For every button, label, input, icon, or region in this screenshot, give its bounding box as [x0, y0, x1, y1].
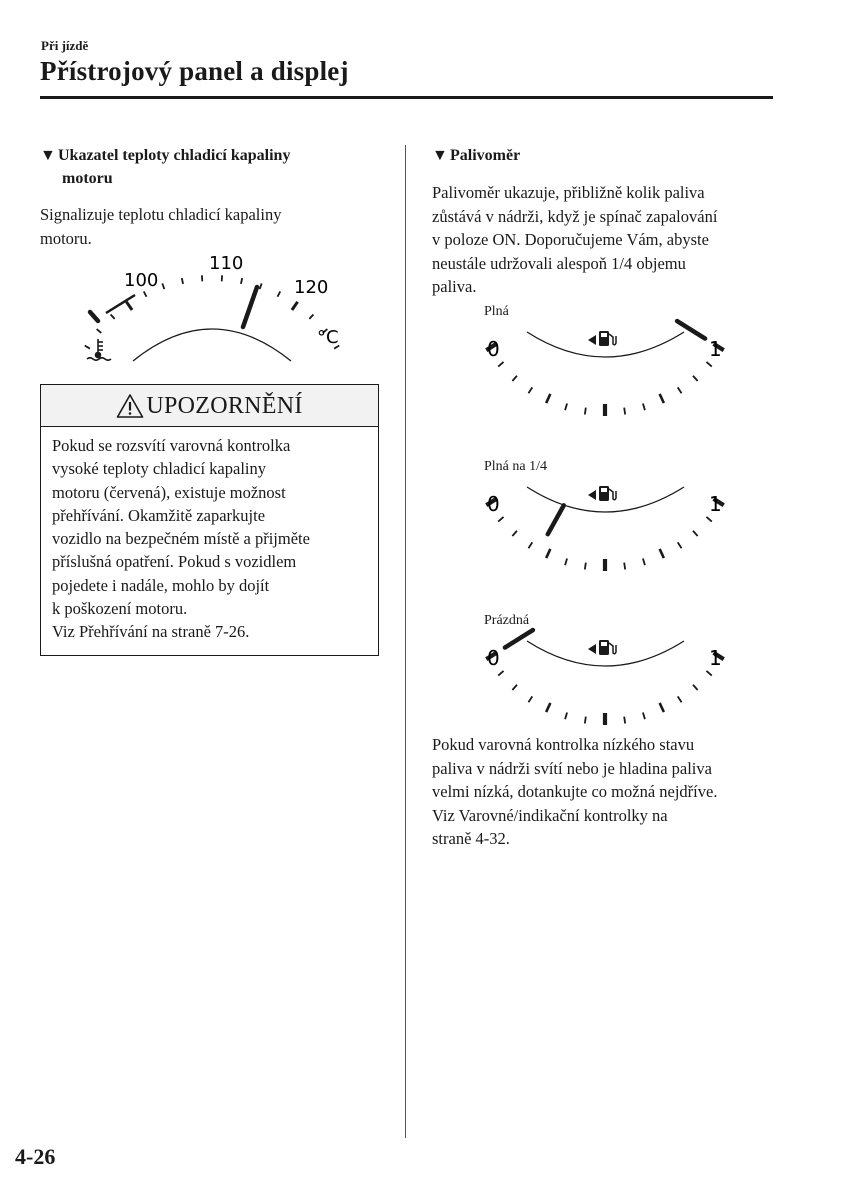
warning-line: přehřívání. Okamžitě zaparkujte [52, 505, 266, 525]
title-rule [40, 96, 773, 99]
fuel-heading [432, 144, 520, 167]
fuel-max-label: 1 [709, 492, 722, 516]
fuel-pump-icon [588, 331, 616, 346]
section-label: Při jízdě [41, 38, 89, 53]
coolant-heading-line1: Ukazatel teploty chladicí kapaliny [58, 147, 291, 164]
temp-label-110: 110 [209, 253, 244, 274]
fuel-needle [677, 321, 705, 338]
temperature-tick [278, 291, 281, 296]
fuel-intro-line: neustále udržovali alespoň 1/4 objemu [432, 253, 686, 273]
fuel-tick [678, 696, 682, 702]
fuel-gauge-caption-full: Plná [484, 304, 509, 319]
fuel-pump-icon [588, 640, 616, 655]
fuel-tick [660, 703, 664, 712]
fuel-tick [528, 696, 532, 702]
warning-box [40, 384, 379, 656]
coolant-intro [40, 203, 380, 250]
fuel-tick [498, 517, 503, 522]
section-triangle-icon: ▼ [432, 147, 448, 164]
warning-title: UPOZORNĚNÍ [146, 393, 303, 419]
fuel-tick [693, 376, 698, 381]
fuel-intro-line: paliva. [432, 277, 477, 296]
temperature-tick [292, 302, 298, 310]
warning-text [52, 434, 374, 644]
temperature-tick [97, 329, 102, 333]
fuel-gauge-empty [480, 627, 730, 727]
warning-line: pojedete i nadále, mohlo by dojít [52, 575, 270, 595]
temp-label-120: 120 [294, 277, 329, 298]
fuel-tick [624, 717, 625, 724]
fuel-tick [693, 531, 698, 536]
temp-label-100: 100 [124, 270, 159, 291]
fuel-tick [498, 671, 503, 676]
fuel-tick [660, 549, 664, 558]
temperature-tick [85, 346, 90, 349]
fuel-tick [706, 362, 711, 367]
temp-unit-label: °C [317, 327, 339, 348]
warning-line: vozidlo na bezpečném místě a přijměte [52, 529, 310, 549]
coolant-intro-line1: Signalizuje teplotu chladicí kapaliny [40, 205, 282, 224]
fuel-tick [706, 517, 711, 522]
fuel-gauge-full [480, 318, 730, 418]
warning-line: motoru (červená), existuje možnost [52, 482, 286, 502]
temperature-tick [162, 283, 164, 289]
fuel-outro [432, 733, 777, 851]
column-divider [405, 145, 406, 1138]
fuel-tick [660, 394, 664, 403]
fuel-outro-line: Pokud varovná kontrolka nízkého stavu [432, 735, 695, 754]
coolant-temperature-icon [87, 339, 111, 360]
fuel-intro-line: Palivoměr ukazuje, přibližně kolik paliva [432, 183, 705, 202]
fuel-tick [512, 531, 517, 536]
fuel-tick [546, 394, 550, 403]
fuel-tick [565, 712, 567, 719]
fuel-tick [546, 703, 550, 712]
temperature-tick [309, 314, 313, 318]
fuel-tick [643, 558, 645, 565]
fuel-tick [512, 685, 517, 690]
fuel-tick [624, 563, 625, 570]
temperature-tick [126, 302, 132, 310]
fuel-max-label: 1 [709, 337, 722, 361]
temperature-tick [241, 278, 242, 284]
fuel-pump-icon [588, 486, 616, 501]
fuel-outro-line: paliva v nádrži svítí nebo je hladina paliva [432, 758, 712, 778]
page-number: 4-26 [15, 1144, 56, 1169]
temperature-tick [260, 283, 262, 289]
temperature-tick [111, 314, 115, 318]
fuel-max-label: 1 [709, 646, 722, 670]
warning-line: vysoké teploty chladicí kapaliny [52, 459, 266, 479]
temperature-gauge-needle [243, 287, 257, 327]
fuel-tick [585, 563, 586, 570]
fuel-gauge-quarter [480, 473, 730, 573]
fuel-tick [498, 362, 503, 367]
fuel-needle [505, 630, 533, 647]
fuel-tick [624, 408, 625, 415]
warning-line: Viz Přehřívání na straně 7-26. [52, 622, 250, 642]
fuel-tick [528, 542, 532, 548]
fuel-gauge-caption-quarter: Plná na 1/4 [484, 459, 547, 474]
fuel-tick [565, 558, 567, 565]
fuel-tick [693, 685, 698, 690]
temperature-gauge [75, 245, 355, 370]
temperature-cold-mark [90, 312, 98, 321]
fuel-tick [585, 408, 586, 415]
fuel-min-label: 0 [487, 337, 500, 361]
temperature-tick [182, 278, 183, 284]
fuel-outro-line: straně 4-32. [432, 829, 510, 848]
fuel-tick [546, 549, 550, 558]
fuel-tick [585, 717, 586, 724]
warning-line: k poškození motoru. [52, 599, 188, 619]
fuel-needle [548, 505, 564, 534]
fuel-tick [565, 403, 567, 410]
fuel-min-label: 0 [487, 646, 500, 670]
fuel-tick [643, 712, 645, 719]
fuel-tick [706, 671, 711, 676]
temperature-gauge-arc [133, 329, 291, 361]
warning-line: příslušná opatření. Pokud s vozidlem [52, 552, 297, 572]
fuel-gauge-caption-empty: Prázdná [484, 613, 530, 628]
fuel-tick [512, 376, 517, 381]
coolant-intro-line2: motoru. [40, 228, 92, 248]
fuel-tick [678, 542, 682, 548]
fuel-intro [432, 181, 777, 299]
fuel-tick [528, 387, 532, 393]
page-title: Přístrojový panel a displej [40, 56, 349, 86]
warning-header [41, 385, 378, 427]
fuel-outro-line: Viz Varovné/indikační kontrolky na [432, 805, 668, 825]
fuel-tick [678, 387, 682, 393]
fuel-intro-line: zůstává v nádrži, když je spínač zapalování [432, 206, 718, 226]
temperature-tick [144, 291, 147, 296]
fuel-heading-text: Palivoměr [450, 147, 521, 164]
coolant-heading-line2: motoru [62, 170, 113, 187]
warning-line: Pokud se rozsvítí varovná kontrolka [52, 436, 291, 455]
section-triangle-icon: ▼ [40, 147, 56, 164]
fuel-outro-line: velmi nízká, dotankujte co možná nejdříve. [432, 782, 718, 801]
coolant-heading [40, 144, 380, 190]
fuel-min-label: 0 [487, 492, 500, 516]
fuel-tick [643, 403, 645, 410]
warning-triangle-icon [116, 393, 144, 419]
fuel-intro-line: v poloze ON. Doporučujeme Vám, abyste [432, 230, 709, 249]
